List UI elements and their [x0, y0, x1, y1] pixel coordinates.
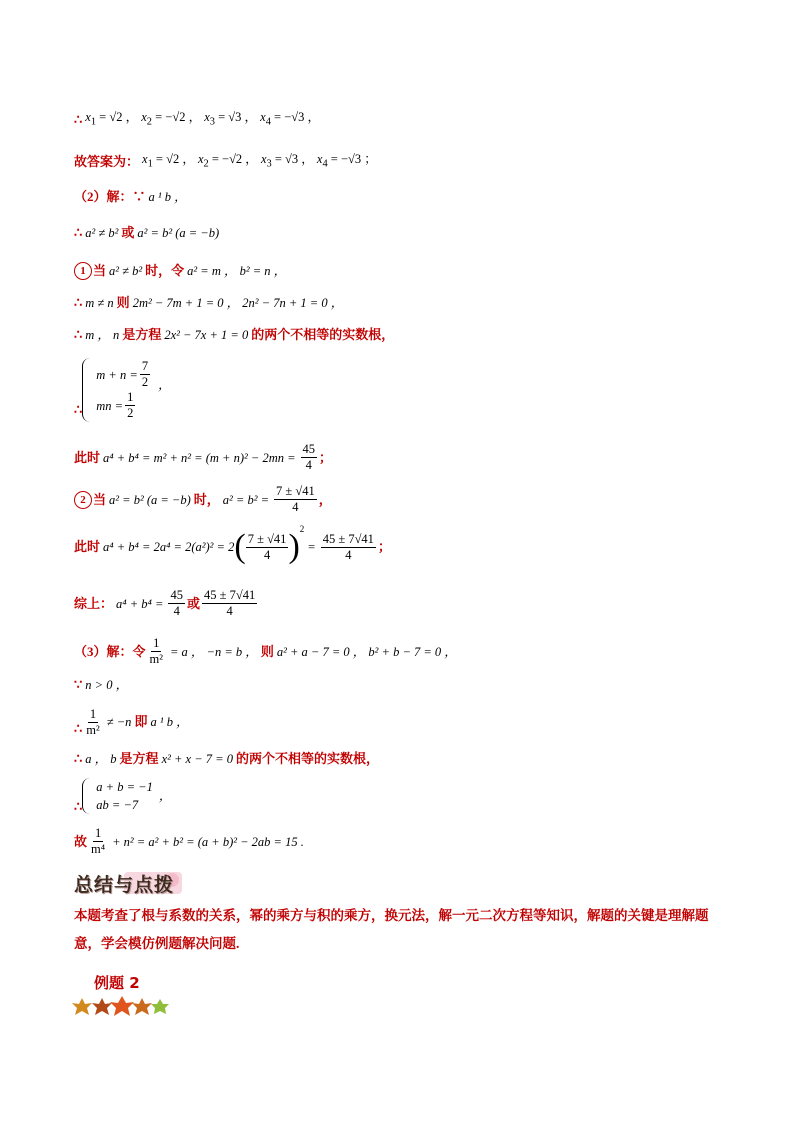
summary-heading-banner — [72, 868, 184, 896]
example-title: 例题 2 — [94, 974, 140, 992]
connector-text: 或 — [121, 225, 135, 240]
therefore-symbol: ∴ — [74, 111, 83, 127]
therefore-symbol: ∴ — [74, 327, 83, 342]
case-text: 时，令 — [145, 263, 185, 278]
system-row: a + b = −1 — [96, 780, 153, 794]
math-expression: a² ≠ b² — [109, 264, 143, 278]
math-expression: = — [307, 540, 316, 554]
math-expression: m ， n — [85, 328, 120, 342]
fraction: $\frac{1}{\text{m²}}$ — [149, 636, 163, 666]
solution-line-16 — [74, 750, 379, 768]
connector-text: 则 — [260, 643, 274, 659]
math-expression: m ≠ n — [85, 296, 114, 310]
math-expression: a⁴ + b⁴ = m² + n² = (m + n)² − 2mn = — [103, 450, 296, 465]
solution-line-5 — [74, 262, 289, 280]
fraction: $\frac{45 \pm 7√41}{4}$ — [203, 588, 256, 618]
part-2-label: （2）解：∵ — [74, 189, 146, 204]
therefore-symbol: ∴ — [74, 751, 83, 766]
math-expression: a ， b — [85, 752, 117, 766]
solution-line-6 — [74, 294, 346, 312]
case-text: 时， — [193, 491, 220, 507]
solution-line-13 — [74, 636, 460, 667]
solution-line-7 — [74, 326, 394, 344]
system-brace — [82, 358, 91, 422]
system-brace — [82, 778, 91, 814]
example-2-label — [72, 972, 172, 1016]
math-expression: a ¹ b ， — [148, 190, 187, 204]
math-expression: x² + x − 7 = 0 — [161, 752, 233, 766]
right-paren: ) — [288, 528, 300, 565]
math-expression: a² = m ， b² = n ， — [187, 264, 287, 278]
system-row: m + n = $\frac{7}{2}$ — [96, 359, 149, 389]
math-expression: a² = b² (a = −b) — [109, 492, 191, 507]
solution-line-4 — [74, 224, 222, 242]
circled-number-1: 1 — [74, 262, 92, 280]
therefore-symbol: ∴ — [74, 799, 83, 814]
equation-system — [93, 778, 156, 814]
math-expression: a⁴ + b⁴ = — [116, 596, 164, 611]
conclusion-label: 故 — [74, 833, 88, 849]
fraction: $\frac{7 \pm √41}{4}$ — [247, 531, 287, 562]
connector-text: 的两个不相等的实数根， — [251, 327, 395, 342]
fraction: $\frac{45}{4}$ — [170, 588, 183, 618]
case-text: 当 — [93, 491, 107, 507]
fraction: $\frac{1}{\text{m⁴}}$ — [91, 826, 106, 856]
summary-label: 综上： — [74, 595, 114, 611]
punctuation: ， — [318, 491, 332, 507]
system-row: mn = $\frac{1}{2}$ — [96, 390, 134, 420]
therefore-symbol: ∴ — [74, 402, 83, 417]
math-expression: 2x² − 7x + 1 = 0 — [164, 328, 249, 342]
label-text: 此时 — [74, 449, 101, 465]
punctuation: ； — [377, 539, 391, 554]
punctuation: ； — [319, 449, 333, 465]
math-expression: $x_1 = √2$ ， $x_2 = -√2$ ， $x_3 = √3$ ， $x_4 = -√3$ ， — [85, 110, 320, 128]
math-expression: n > 0 ， — [85, 678, 129, 692]
punctuation: ， — [158, 378, 171, 392]
label-text: 此时 — [74, 539, 101, 554]
summary-paragraph: 本题考查了根与系数的关系，幂的乘方与积的乘方，换元法，解一元二次方程等知识，解题的关键是理解题意，学会模仿例题解决问题. — [74, 908, 709, 951]
part-3-label: （3）解：令 — [74, 643, 146, 659]
case-text: 当 — [93, 263, 107, 278]
fraction: $\frac{7 \pm √41}{4}$ — [276, 484, 315, 514]
solution-line-10 — [74, 484, 332, 515]
math-expression: a² ≠ b² — [85, 226, 119, 240]
solution-line-8 — [74, 358, 174, 422]
math-expression: $x_1 = √2$ ， $x_2 = -√2$ ， $x_3 = √3$ ， $x_4 = -√3$ ； — [142, 152, 377, 170]
summary-heading: 总结与点拨 — [74, 874, 175, 896]
math-expression: = a ， −n = b ， — [170, 644, 258, 659]
solution-line-15 — [74, 706, 192, 738]
connector-text: 的两个不相等的实数根， — [235, 751, 379, 766]
connector-text: 则 — [116, 295, 130, 310]
left-paren: ( — [234, 528, 246, 565]
equation-system — [93, 359, 155, 421]
system-row: ab = −7 — [96, 798, 139, 812]
therefore-symbol: ∴ — [74, 225, 83, 240]
solution-line-12 — [74, 588, 259, 619]
math-expression: a⁴ + b⁴ = 2a⁴ = 2(a²)² = 2 — [103, 540, 235, 554]
fraction: $\frac{45 \pm 7√41}{4}$ — [322, 531, 374, 562]
exponent: 2 — [299, 524, 305, 534]
answer-label: 故答案为： — [74, 153, 140, 169]
math-expression: a ¹ b ， — [150, 715, 189, 729]
fraction: $\frac{7}{2}$ — [141, 359, 149, 389]
fraction: $\frac{1}{\text{m²}}$ — [86, 706, 100, 737]
connector-text: 是方程 — [122, 327, 162, 342]
maple-leaves-icon — [72, 990, 172, 1020]
solution-line-17 — [74, 776, 174, 816]
fraction: $\frac{1}{2}$ — [127, 390, 134, 420]
solution-line-3 — [74, 188, 190, 206]
solution-line-14 — [74, 676, 131, 694]
connector-text: 是方程 — [119, 751, 159, 766]
solution-line-9 — [74, 442, 332, 473]
math-expression: a² = b² (a = −b) — [137, 226, 220, 240]
solution-line-2 — [74, 150, 380, 174]
math-expression: 2m² − 7m + 1 = 0 ， 2n² − 7n + 1 = 0 ， — [132, 296, 344, 310]
circled-number-2: 2 — [74, 491, 92, 509]
math-expression: a² + a − 7 = 0 ， b² + b − 7 = 0 ， — [276, 644, 457, 659]
math-expression: + n² = a² + b² = (a + b)² − 2ab = 15 . — [112, 834, 304, 849]
fraction: $\frac{45}{4}$ — [302, 442, 316, 472]
solution-line-11 — [74, 524, 391, 565]
math-expression: a² = b² = — [222, 492, 270, 507]
connector-text: 或 — [186, 595, 200, 611]
because-symbol: ∵ — [74, 677, 83, 692]
connector-text: 即 — [134, 714, 148, 729]
punctuation: ， — [158, 789, 172, 803]
therefore-symbol: ∴ — [74, 721, 83, 736]
solution-line-1 — [74, 108, 323, 132]
therefore-symbol: ∴ — [74, 295, 83, 310]
math-expression: ≠ −n — [106, 715, 132, 729]
solution-line-18 — [74, 826, 307, 857]
